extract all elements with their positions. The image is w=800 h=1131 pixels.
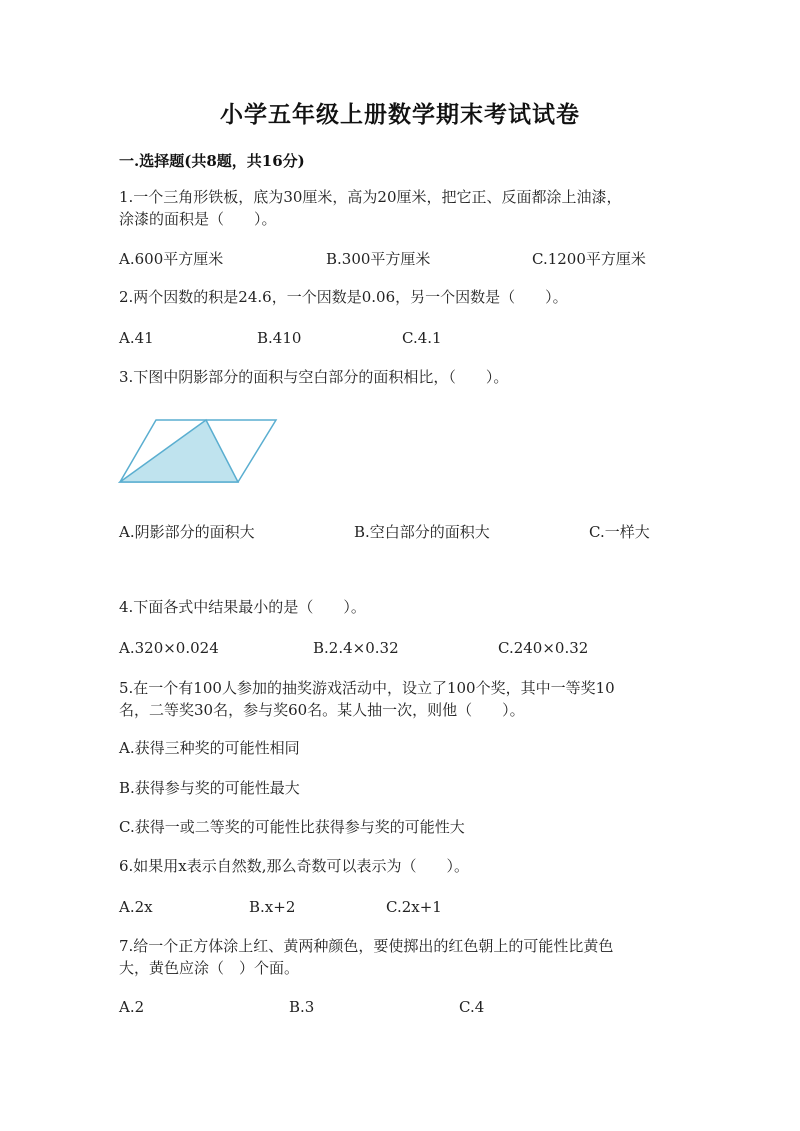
question-7-option-a[interactable]: A.2 — [119, 998, 145, 1016]
question-4-option-a[interactable]: A.320×0.024 — [119, 639, 219, 657]
question-1-option-c[interactable]: C.1200平方厘米 — [532, 250, 646, 268]
question-1-text-line-2: 涂漆的面积是（ ）。 — [119, 210, 277, 228]
question-7-text-line-2: 大，黄色应涂（ ）个面。 — [119, 959, 300, 977]
question-5-text-line-2: 名，二等奖30名，参与奖60名。某人抽一次，则他（ ）。 — [119, 701, 525, 719]
question-3-option-b[interactable]: B.空白部分的面积大 — [354, 523, 490, 541]
question-2-text-line-1: 2.两个因数的积是24.6，一个因数是0.06，另一个因数是（ ）。 — [119, 288, 568, 306]
question-3-text-line-1: 3.下图中阴影部分的面积与空白部分的面积相比，（ ）。 — [119, 368, 509, 386]
question-6-option-b[interactable]: B.x+2 — [249, 898, 296, 916]
question-2-option-c[interactable]: C.4.1 — [402, 329, 442, 347]
question-5-option-c[interactable]: C.获得一或二等奖的可能性比获得参与奖的可能性大 — [119, 818, 465, 836]
question-6-option-a[interactable]: A.2x — [119, 898, 153, 916]
question-4-option-c[interactable]: C.240×0.32 — [498, 639, 589, 657]
question-6-option-c[interactable]: C.2x+1 — [386, 898, 442, 916]
question-5-option-a[interactable]: A.获得三种奖的可能性相同 — [119, 739, 300, 757]
page-title: 小学五年级上册数学期末考试试卷 — [220, 101, 580, 128]
question-7-option-b[interactable]: B.3 — [289, 998, 315, 1016]
question-5-text-line-1: 5.在一个有100人参加的抽奖游戏活动中，设立了100个奖，其中一等奖10 — [119, 679, 615, 697]
section-heading: 一.选择题(共8题，共16分) — [119, 152, 305, 170]
parallelogram-figure — [118, 418, 278, 484]
question-3-option-a[interactable]: A.阴影部分的面积大 — [119, 523, 255, 541]
question-7-option-c[interactable]: C.4 — [459, 998, 485, 1016]
question-1-text-line-1: 1.一个三角形铁板，底为30厘米，高为20厘米，把它正、反面都涂上油漆， — [119, 188, 622, 206]
question-5-option-b[interactable]: B.获得参与奖的可能性最大 — [119, 779, 300, 797]
question-4-option-b[interactable]: B.2.4×0.32 — [313, 639, 399, 657]
question-3-option-c[interactable]: C.一样大 — [589, 523, 650, 541]
question-2-option-a[interactable]: A.41 — [119, 329, 154, 347]
question-6-text-line-1: 6.如果用x表示自然数,那么奇数可以表示为（ ）。 — [119, 857, 470, 875]
question-4-text-line-1: 4.下面各式中结果最小的是（ ）。 — [119, 598, 366, 616]
question-2-option-b[interactable]: B.410 — [257, 329, 302, 347]
question-1-option-a[interactable]: A.600平方厘米 — [119, 250, 224, 268]
question-1-option-b[interactable]: B.300平方厘米 — [326, 250, 431, 268]
question-7-text-line-1: 7.给一个正方体涂上红、黄两种颜色，要使掷出的红色朝上的可能性比黄色 — [119, 937, 614, 955]
